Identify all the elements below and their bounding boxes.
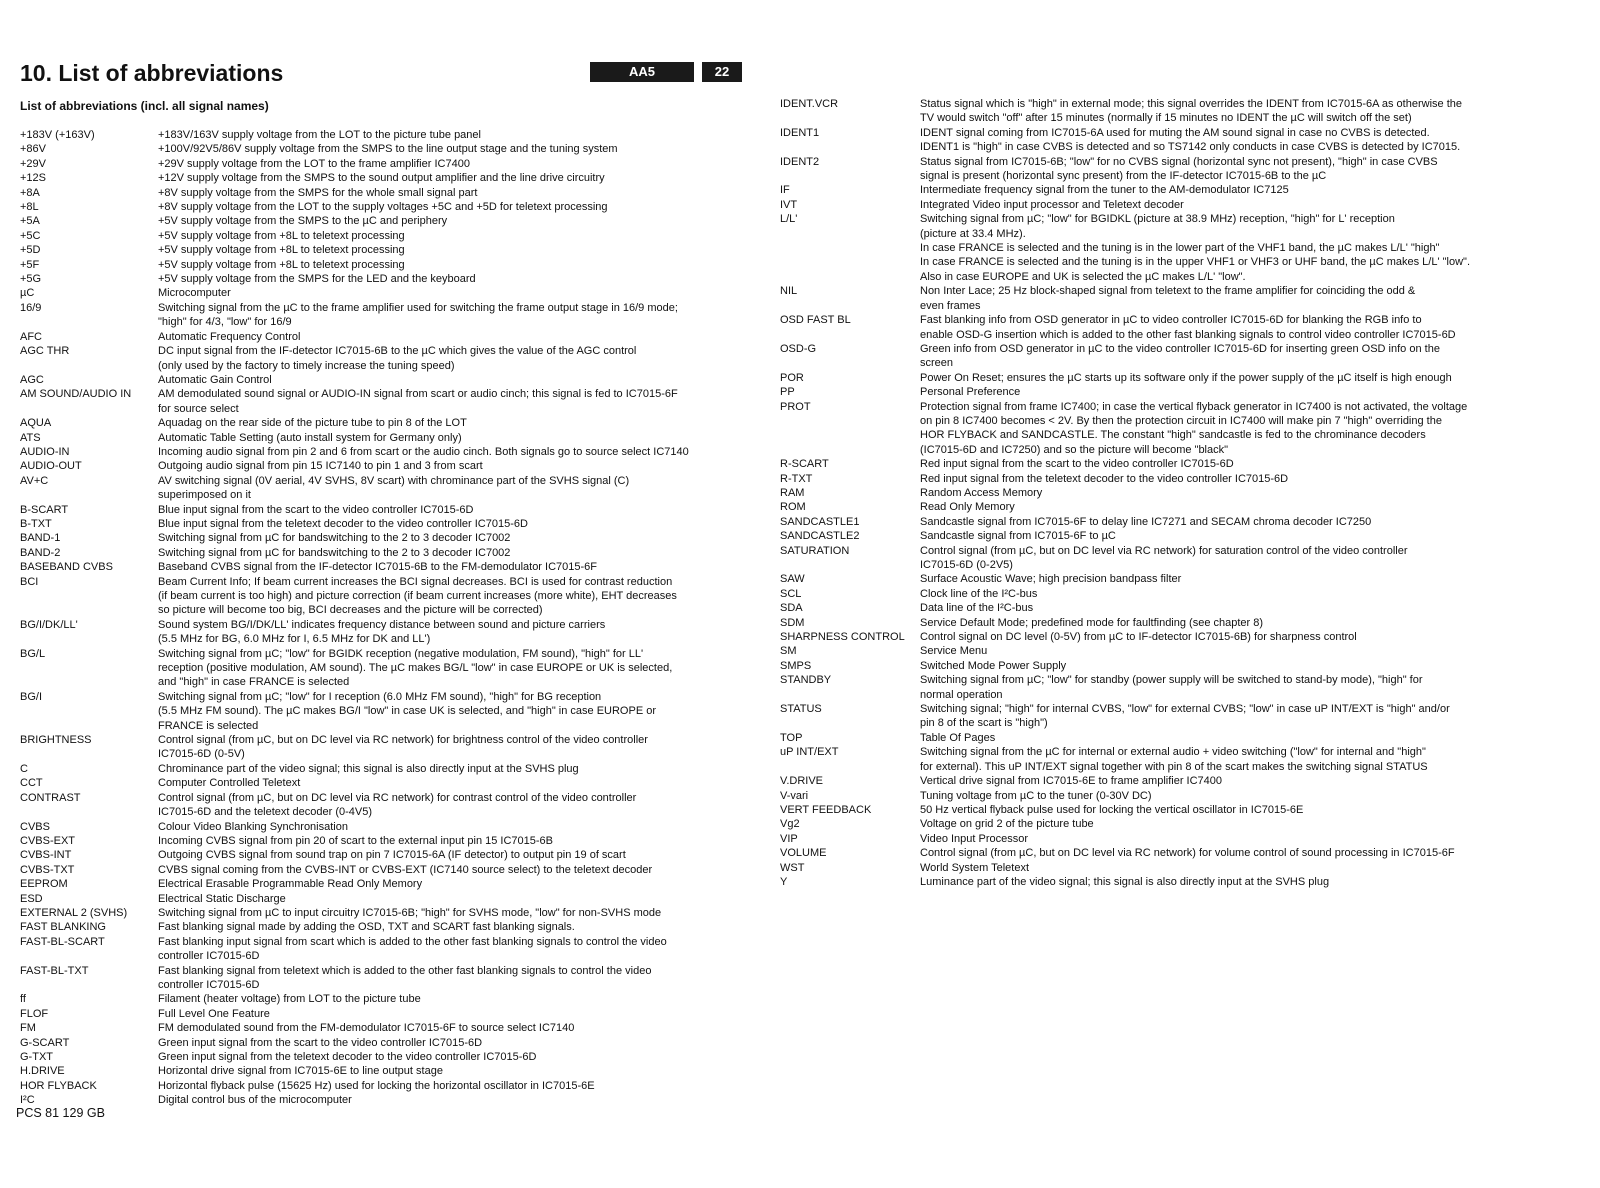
abbreviation-description: Blue input signal from the teletext decoder to the video controller IC7015-6D <box>158 517 528 530</box>
abbreviation-description: Beam Current Info; If beam current increases the BCI signal decreases. BCI is used for contrast reduction (if beam current is too high) and picture correction (if beam current increases (more white), EHT decreases so picture will become too big, BCI decreases and the picture will be corrected) <box>158 575 677 617</box>
abbreviation-description: Incoming audio signal from pin 2 and 6 from scart or the audio cinch. Both signals go to source select IC7140 <box>158 445 689 458</box>
abbreviation-term: CONTRAST <box>20 791 81 804</box>
abbreviation-term: B-TXT <box>20 517 52 530</box>
abbreviation-entry <box>780 400 1540 458</box>
abbreviation-entry <box>780 500 1540 514</box>
abbreviation-entry <box>20 344 750 373</box>
abbreviation-entry <box>20 618 750 647</box>
abbreviation-entry <box>20 935 750 964</box>
abbreviation-term: IDENT2 <box>780 155 820 168</box>
abbreviation-description: Green info from OSD generator in µC to the video controller IC7015-6D for inserting green OSD info on the screen <box>920 342 1440 370</box>
abbreviation-entry <box>20 229 750 243</box>
page-title: 10. List of abbreviations <box>20 60 284 86</box>
abbreviation-term: AQUA <box>20 417 52 430</box>
abbreviation-term: FAST BLANKING <box>20 921 106 934</box>
abbreviation-entry <box>20 1093 750 1107</box>
abbreviation-entry <box>20 546 750 560</box>
abbreviation-entry <box>780 832 1540 846</box>
model-badge: AA5 <box>590 62 694 82</box>
abbreviation-description: Microcomputer <box>158 287 231 300</box>
abbreviation-description: Green input signal from the teletext decoder to the video controller IC7015-6D <box>158 1051 537 1063</box>
abbreviation-description: Horizontal drive signal from IC7015-6E to line output stage <box>158 1065 443 1078</box>
abbreviation-entry <box>20 373 750 387</box>
abbreviation-description: +8V supply voltage from the SMPS for the whole small signal part <box>158 186 478 199</box>
abbreviation-list-right <box>780 97 1540 889</box>
abbreviation-description: Luminance part of the video signal; this signal is also directly input at the SVHS plug <box>920 875 1330 888</box>
abbreviation-term: CCT <box>20 777 43 790</box>
abbreviation-entry <box>780 702 1540 731</box>
abbreviation-entry <box>20 762 750 776</box>
abbreviation-term: +5C <box>20 229 41 242</box>
abbreviation-term: AGC THR <box>20 345 70 358</box>
abbreviation-term: L/L' <box>780 213 798 226</box>
abbreviation-description: Switching signal from the µC to the frame amplifier used for switching the frame output stage in 16/9 mode; "high" for 4/3, "low" for 16/9 <box>158 301 678 329</box>
abbreviation-term: VOLUME <box>780 847 827 860</box>
abbreviation-entry <box>20 474 750 503</box>
abbreviation-entry <box>20 848 750 862</box>
abbreviation-description: Power On Reset; ensures the µC starts up its software only if the power supply of the µC itself is high enough <box>920 371 1452 384</box>
abbreviation-term: IF <box>780 184 790 197</box>
abbreviation-entry <box>780 313 1540 342</box>
abbreviation-entry <box>20 459 750 473</box>
abbreviation-entry <box>20 272 750 286</box>
abbreviation-term: RAM <box>780 486 805 499</box>
abbreviation-term: SANDCASTLE1 <box>780 515 860 528</box>
abbreviation-term: I²C <box>20 1094 35 1107</box>
abbreviation-description: Computer Controlled Teletext <box>158 777 301 790</box>
list-subtitle: List of abbreviations (incl. all signal names) <box>20 99 269 113</box>
abbreviation-description: Switching signal from µC; "low" for BGIDKL (picture at 38.9 MHz) reception, "high" for L' reception (picture at 33.4 MHz). In case FRANCE is selected and the tuning is in the lower part of the VHF1 band, the µC makes L/L' "high" In case FRANCE is selected and the tuning is in the upper VHF1 or VHF3 or UHF band, the µC makes L/L' "low". Also in case EUROPE and UK is selected the µC makes L/L' "low". <box>920 213 1470 283</box>
abbreviation-description: Protection signal from frame IC7400; in case the vertical flyback generator in IC7400 is not activated, the voltage on pin 8 IC7400 becomes < 2V. By then the protection circuit in IC7400 will make pin 7 "high" overriding the HOR FLYBACK and SANDCASTLE. The constant "high" sandcastle is fed to the chrominance decoders (IC7015-6D and IC7250) and so the picture will become "black" <box>920 400 1468 456</box>
abbreviation-entry <box>780 572 1540 586</box>
abbreviation-term: OSD-G <box>780 342 817 355</box>
abbreviation-description: Switching signal from µC; "low" for standby (power supply will be switched to stand-by mode), "high" for normal operation <box>920 674 1423 701</box>
abbreviation-description: Video Input Processor <box>920 832 1029 845</box>
abbreviation-entry <box>780 846 1540 860</box>
abbreviation-term: VIP <box>780 832 798 845</box>
abbreviation-description: Status signal from IC7015-6B; "low" for no CVBS signal (horizontal sync not present), "high" in case CVBS signal is present (horizontal sync present) from the IF-detector IC7015-6B to the µC <box>920 155 1438 183</box>
abbreviation-term: BRIGHTNESS <box>20 734 92 747</box>
abbreviation-entry <box>780 774 1540 788</box>
abbreviation-description: Switching signal from µC for bandswitching to the 2 to 3 decoder IC7002 <box>158 532 511 545</box>
abbreviation-entry <box>780 198 1540 212</box>
abbreviation-description: Fast blanking info from OSD generator in µC to video controller IC7015-6D for blanking the RGB info to enable OSD-G insertion which is added to the other fast blanking signals to control video controller IC7015-6D <box>920 314 1456 341</box>
abbreviation-description: Outgoing CVBS signal from sound trap on pin 7 IC7015-6A (IF detector) to output pin 19 of scart <box>158 849 626 862</box>
abbreviation-entry <box>780 875 1540 889</box>
abbreviation-term: R-SCART <box>780 458 829 471</box>
abbreviation-entry <box>20 330 750 344</box>
abbreviation-description: +12V supply voltage from the SMPS to the sound output amplifier and the line drive circuitry <box>158 172 605 185</box>
abbreviation-term: STANDBY <box>780 674 832 687</box>
abbreviation-description: Intermediate frequency signal from the tuner to the AM-demodulator IC7125 <box>920 184 1289 197</box>
abbreviation-description: Baseband CVBS signal from the IF-detector IC7015-6B to the FM-demodulator IC7015-6F <box>158 561 597 574</box>
abbreviation-entry <box>20 186 750 200</box>
abbreviation-description: Chrominance part of the video signal; this signal is also directly input at the SVHS plug <box>158 762 579 775</box>
abbreviation-entry <box>780 472 1540 486</box>
abbreviation-description: Fast blanking signal made by adding the OSD, TXT and SCART fast blanking signals. <box>158 921 575 934</box>
abbreviation-term: SAW <box>780 573 805 586</box>
abbreviation-entry <box>20 560 750 574</box>
abbreviation-list-left <box>20 128 750 1108</box>
abbreviation-entry <box>20 171 750 185</box>
abbreviation-term: +5F <box>20 258 40 271</box>
abbreviation-entry <box>20 834 750 848</box>
abbreviation-term: SDA <box>780 602 803 615</box>
abbreviation-entry <box>780 486 1540 500</box>
abbreviation-term: BCI <box>20 575 39 588</box>
abbreviation-entry <box>20 243 750 257</box>
abbreviation-entry <box>20 258 750 272</box>
abbreviation-entry <box>780 630 1540 644</box>
abbreviation-term: H.DRIVE <box>20 1065 65 1078</box>
abbreviation-description: Status signal which is "high" in external mode; this signal overrides the IDENT from IC7015-6A as otherwise the TV would switch "off" after 15 minutes (normally if 15 minutes no IDENT the µC will switch off the set) <box>920 98 1462 125</box>
abbreviation-term: AV+C <box>20 474 49 487</box>
abbreviation-term: EEPROM <box>20 878 68 891</box>
abbreviation-term: uP INT/EXT <box>780 746 839 759</box>
abbreviation-description: Vertical drive signal from IC7015-6E to frame amplifier IC7400 <box>920 775 1223 788</box>
abbreviation-term: FLOF <box>20 1007 49 1020</box>
abbreviation-entry <box>20 200 750 214</box>
abbreviation-term: NIL <box>780 285 798 298</box>
abbreviation-entry <box>20 1079 750 1093</box>
abbreviation-description: Service Default Mode; predefined mode for faultfinding (see chapter 8) <box>920 616 1264 629</box>
abbreviation-description: Automatic Frequency Control <box>158 330 301 343</box>
abbreviation-entry <box>20 992 750 1006</box>
abbreviation-description: Read Only Memory <box>920 501 1015 514</box>
abbreviation-description: Automatic Gain Control <box>158 373 272 386</box>
abbreviation-description: Personal Preference <box>920 386 1021 399</box>
abbreviation-entry <box>20 791 750 820</box>
abbreviation-description: Service Menu <box>920 645 988 658</box>
abbreviation-description: +5V supply voltage from the SMPS for the LED and the keyboard <box>158 273 476 286</box>
abbreviation-description: Full Level One Feature <box>158 1007 270 1020</box>
abbreviation-term: 16/9 <box>20 301 42 314</box>
abbreviation-description: Automatic Table Setting (auto install system for Germany only) <box>158 431 462 444</box>
abbreviation-entry <box>780 659 1540 673</box>
abbreviation-description: Switching signal; "high" for internal CVBS, "low" for external CVBS; "low" in case uP INT/EXT is "high" and/or pin 8 of the scart is "high") <box>920 703 1450 730</box>
abbreviation-term: VERT FEEDBACK <box>780 803 872 816</box>
abbreviation-entry <box>780 385 1540 399</box>
abbreviation-term: ESD <box>20 892 43 905</box>
abbreviation-term: ff <box>20 993 26 1006</box>
abbreviation-description: Switching signal from the µC for internal or external audio + video switching ("low" for internal and "high" for external). This uP INT/EXT signal together with pin 8 of the scart makes the switching signal STATUS <box>920 746 1428 773</box>
abbreviation-description: Table Of Pages <box>920 731 996 744</box>
abbreviation-description: Fast blanking signal from teletext which is added to the other fast blanking signals to control the video controller IC7015-6D <box>158 964 652 991</box>
abbreviation-description: Colour Video Blanking Synchronisation <box>158 820 348 833</box>
abbreviation-term: +183V (+163V) <box>20 129 95 141</box>
abbreviation-entry <box>780 457 1540 471</box>
abbreviation-term: BAND-2 <box>20 546 61 559</box>
abbreviation-term: BAND-1 <box>20 532 61 545</box>
abbreviation-term: +8A <box>20 186 40 199</box>
abbreviation-term: CVBS-EXT <box>20 834 76 847</box>
abbreviation-term: G-SCART <box>20 1036 70 1049</box>
abbreviation-description: Electrical Static Discharge <box>158 892 286 905</box>
abbreviation-description: Tuning voltage from µC to the tuner (0-30V DC) <box>920 789 1152 802</box>
abbreviation-entry <box>20 128 750 142</box>
abbreviation-description: Filament (heater voltage) from LOT to the picture tube <box>158 993 421 1006</box>
abbreviation-entry <box>780 371 1540 385</box>
abbreviation-description: CVBS signal coming from the CVBS-INT or CVBS-EXT (IC7140 source select) to the teletext decoder <box>158 863 653 876</box>
abbreviation-entry <box>20 920 750 934</box>
abbreviation-term: +5D <box>20 244 41 257</box>
document-code: PCS 81 129 GB <box>16 1106 105 1120</box>
abbreviation-entry <box>780 817 1540 831</box>
abbreviation-description: Green input signal from the scart to the video controller IC7015-6D <box>158 1036 483 1049</box>
abbreviation-term: +12S <box>20 172 46 185</box>
abbreviation-term: SHARPNESS CONTROL <box>780 631 905 644</box>
abbreviation-entry <box>20 157 750 171</box>
abbreviation-description: Digital control bus of the microcomputer <box>158 1094 352 1107</box>
abbreviation-description: +29V supply voltage from the LOT to the frame amplifier IC7400 <box>158 157 470 170</box>
abbreviation-term: ROM <box>780 501 806 514</box>
abbreviation-description: Random Access Memory <box>920 486 1043 499</box>
abbreviation-entry <box>780 861 1540 875</box>
abbreviation-description: FM demodulated sound from the FM-demodulator IC7015-6F to source select IC7140 <box>158 1022 575 1035</box>
abbreviation-term: PROT <box>780 400 811 413</box>
abbreviation-description: Surface Acoustic Wave; high precision bandpass filter <box>920 573 1182 586</box>
abbreviation-description: +100V/92V5/86V supply voltage from the SMPS to the line output stage and the tuning system <box>158 143 618 156</box>
abbreviation-term: +5G <box>20 273 42 286</box>
abbreviation-description: Sandcastle signal from IC7015-6F to µC <box>920 530 1116 543</box>
abbreviation-entry <box>20 142 750 156</box>
abbreviation-description: Integrated Video input processor and Teletext decoder <box>920 198 1184 211</box>
abbreviation-description: Switching signal from µC; "low" for BGIDK reception (negative modulation, FM sound), "high" for LL' reception (positive modulation, AM sound). The µC makes BG/L "low" in case EUROPE or UK is selected, and "high" in case FRANCE is selected <box>158 647 673 689</box>
abbreviation-entry <box>20 517 750 531</box>
abbreviation-entry <box>780 212 1540 284</box>
abbreviation-term: Y <box>780 875 788 888</box>
abbreviation-term: IDENT1 <box>780 126 820 139</box>
abbreviation-entry <box>20 503 750 517</box>
abbreviation-description: +5V supply voltage from +8L to teletext processing <box>158 229 405 242</box>
abbreviation-entry <box>780 644 1540 658</box>
abbreviation-description: Red input signal from the scart to the video controller IC7015-6D <box>920 458 1234 471</box>
abbreviation-entry <box>780 745 1540 774</box>
abbreviation-description: +8V supply voltage from the LOT to the supply voltages +5C and +5D for teletext processing <box>158 201 608 214</box>
abbreviation-description: +5V supply voltage from +8L to teletext processing <box>158 258 405 271</box>
abbreviation-description: IDENT signal coming from IC7015-6A used for muting the AM sound signal in case no CVBS is detected. IDENT1 is "high" in case CVBS is detected and so TS7142 only conducts in case CVBS is detected by IC7015. <box>920 126 1461 154</box>
abbreviation-description: Switching signal from µC; "low" for I reception (6.0 MHz FM sound), "high" for BG reception (5.5 MHz FM sound). The µC makes BG/I "low" in case UK is selected, and "high" in case EUROPE or FRANCE is selected <box>158 690 656 732</box>
abbreviation-entry <box>20 1021 750 1035</box>
abbreviation-description: Control signal (from µC, but on DC level via RC network) for brightness control of the video controller IC7015-6D (0-5V) <box>158 734 648 761</box>
abbreviation-entry <box>780 731 1540 745</box>
abbreviation-entry <box>20 1050 750 1064</box>
abbreviation-term: SMPS <box>780 659 812 672</box>
abbreviation-description: +5V supply voltage from the SMPS to the µC and periphery <box>158 215 448 228</box>
abbreviation-description: Control signal (from µC, but on DC level via RC network) for volume control of sound processing in IC7015-6F <box>920 847 1455 860</box>
abbreviation-term: TOP <box>780 731 803 744</box>
abbreviation-entry <box>20 301 750 330</box>
abbreviation-entry <box>20 690 750 733</box>
abbreviation-entry <box>780 616 1540 630</box>
abbreviation-entry <box>20 286 750 300</box>
abbreviation-term: SDM <box>780 616 805 629</box>
abbreviation-entry <box>780 126 1540 155</box>
abbreviation-description: Electrical Erasable Programmable Read Only Memory <box>158 878 423 891</box>
abbreviation-entry <box>20 863 750 877</box>
abbreviation-entry <box>20 647 750 690</box>
abbreviation-term: POR <box>780 371 804 384</box>
abbreviation-entry <box>780 803 1540 817</box>
abbreviation-entry <box>20 416 750 430</box>
abbreviation-entry <box>780 789 1540 803</box>
abbreviation-entry <box>20 387 750 416</box>
abbreviation-entry <box>780 284 1540 313</box>
abbreviation-description: Control signal on DC level (0-5V) from µC to IF-detector IC7015-6B) for sharpness control <box>920 631 1357 644</box>
abbreviation-description: Sandcastle signal from IC7015-6F to delay line IC7271 and SECAM chroma decoder IC7250 <box>920 515 1372 528</box>
abbreviation-term: CVBS-TXT <box>20 863 75 876</box>
abbreviation-description: +5V supply voltage from +8L to teletext processing <box>158 244 405 257</box>
abbreviation-term: CVBS <box>20 820 50 833</box>
abbreviation-entry <box>20 1007 750 1021</box>
abbreviation-description: Sound system BG/I/DK/LL' indicates frequency distance between sound and picture carriers (5.5 MHz for BG, 6.0 MHz for I, 6.5 MHz for DK and LL') <box>158 618 606 646</box>
abbreviation-term: +5A <box>20 215 40 228</box>
abbreviation-term: AFC <box>20 330 42 343</box>
abbreviation-term: AM SOUND/AUDIO IN <box>20 388 132 401</box>
abbreviation-description: AV switching signal (0V aerial, 4V SVHS, 8V scart) with chrominance part of the SVHS signal (C) superimposed on it <box>158 474 630 502</box>
abbreviation-description: Red input signal from the teletext decoder to the video controller IC7015-6D <box>920 472 1289 485</box>
abbreviation-entry <box>20 214 750 228</box>
abbreviation-term: BG/I/DK/LL' <box>20 618 78 631</box>
abbreviation-entry <box>780 601 1540 615</box>
abbreviation-term: +86V <box>20 143 46 156</box>
abbreviation-entry <box>780 529 1540 543</box>
abbreviation-entry <box>780 544 1540 573</box>
abbreviation-term: FAST-BL-TXT <box>20 964 89 977</box>
abbreviation-term: WST <box>780 861 805 874</box>
abbreviation-term: BG/L <box>20 647 46 660</box>
abbreviation-entry <box>780 673 1540 702</box>
abbreviation-term: SCL <box>780 587 802 600</box>
abbreviation-term: SANDCASTLE2 <box>780 530 860 543</box>
abbreviation-term: ATS <box>20 431 41 444</box>
abbreviation-entry <box>20 431 750 445</box>
abbreviation-description: AM demodulated sound signal or AUDIO-IN signal from scart or audio cinch; this signal is fed to IC7015-6F for source select <box>158 388 678 415</box>
abbreviation-description: Data line of the I²C-bus <box>920 602 1034 615</box>
abbreviation-term: IDENT.VCR <box>780 98 839 110</box>
abbreviation-entry <box>780 342 1540 371</box>
abbreviation-entry <box>20 1064 750 1078</box>
abbreviation-term: V.DRIVE <box>780 775 824 788</box>
page-number-badge: 22 <box>702 62 742 82</box>
abbreviation-term: CVBS-INT <box>20 849 72 862</box>
abbreviation-term: HOR FLYBACK <box>20 1079 97 1092</box>
abbreviation-entry <box>20 906 750 920</box>
abbreviation-description: +183V/163V supply voltage from the LOT to the picture tube panel <box>158 129 481 141</box>
abbreviation-term: Vg2 <box>780 818 800 831</box>
abbreviation-description: Blue input signal from the scart to the video controller IC7015-6D <box>158 503 474 516</box>
abbreviation-term: G-TXT <box>20 1051 53 1063</box>
abbreviation-term: AUDIO-IN <box>20 445 70 458</box>
abbreviation-term: OSD FAST BL <box>780 314 851 327</box>
abbreviation-term: C <box>20 762 28 775</box>
abbreviation-description: Control signal (from µC, but on DC level via RC network) for saturation control of the video controller IC7015-6D (0-2V5) <box>920 544 1408 571</box>
abbreviation-entry <box>780 155 1540 184</box>
abbreviation-term: FAST-BL-SCART <box>20 935 105 948</box>
abbreviation-term: BASEBAND CVBS <box>20 561 113 574</box>
abbreviation-description: Aquadag on the rear side of the picture tube to pin 8 of the LOT <box>158 417 467 430</box>
abbreviation-term: B-SCART <box>20 503 69 516</box>
abbreviation-term: µC <box>20 287 35 300</box>
abbreviation-entry <box>20 531 750 545</box>
abbreviation-description: Incoming CVBS signal from pin 20 of scart to the external input pin 15 IC7015-6B <box>158 834 553 847</box>
abbreviation-entry <box>20 575 750 618</box>
abbreviation-entry <box>780 587 1540 601</box>
abbreviation-description: Outgoing audio signal from pin 15 IC7140 to pin 1 and 3 from scart <box>158 460 483 473</box>
abbreviation-term: AGC <box>20 373 44 386</box>
abbreviation-description: Non Inter Lace; 25 Hz block-shaped signal from teletext to the frame amplifier for coinciding the odd & even frames <box>920 285 1416 312</box>
abbreviation-term: AUDIO-OUT <box>20 460 82 473</box>
abbreviation-entry <box>20 445 750 459</box>
abbreviation-term: FM <box>20 1022 36 1035</box>
abbreviation-term: R-TXT <box>780 472 813 485</box>
abbreviation-term: SM <box>780 645 797 658</box>
abbreviation-entry <box>20 733 750 762</box>
abbreviation-description: Voltage on grid 2 of the picture tube <box>920 818 1094 831</box>
abbreviation-description: Switching signal from µC to input circuitry IC7015-6B; "high" for SVHS mode, "low" for non-SVHS mode <box>158 906 662 919</box>
abbreviation-term: PP <box>780 386 795 399</box>
abbreviation-entry <box>20 964 750 993</box>
abbreviation-term: STATUS <box>780 703 822 716</box>
abbreviation-term: +8L <box>20 201 39 214</box>
abbreviation-description: Control signal (from µC, but on DC level via RC network) for contrast control of the video controller IC7015-6D and the teletext decoder (0-4V5) <box>158 791 637 819</box>
abbreviation-entry <box>20 877 750 891</box>
abbreviation-description: DC input signal from the IF-detector IC7015-6B to the µC which gives the value of the AGC control (only used by the factory to timely increase the tuning speed) <box>158 345 637 372</box>
abbreviation-term: SATURATION <box>780 544 850 557</box>
abbreviation-description: Horizontal flyback pulse (15625 Hz) used for locking the horizontal oscillator in IC7015-6E <box>158 1079 595 1092</box>
abbreviation-entry <box>20 892 750 906</box>
abbreviation-term: IVT <box>780 198 798 211</box>
abbreviation-term: EXTERNAL 2 (SVHS) <box>20 906 128 919</box>
abbreviation-term: BG/I <box>20 690 43 703</box>
abbreviation-description: Fast blanking input signal from scart which is added to the other fast blanking signals to control the video controller IC7015-6D <box>158 935 667 963</box>
abbreviation-description: Clock line of the I²C-bus <box>920 587 1038 600</box>
abbreviation-entry <box>780 515 1540 529</box>
abbreviation-term: +29V <box>20 157 46 170</box>
abbreviation-entry <box>780 97 1540 126</box>
abbreviation-description: Switched Mode Power Supply <box>920 659 1067 672</box>
abbreviation-entry <box>20 1036 750 1050</box>
abbreviation-term: V-vari <box>780 789 809 802</box>
abbreviation-description: World System Teletext <box>920 861 1030 874</box>
abbreviation-description: Switching signal from µC for bandswitching to the 2 to 3 decoder IC7002 <box>158 546 511 559</box>
abbreviation-entry <box>20 820 750 834</box>
abbreviation-description: 50 Hz vertical flyback pulse used for locking the vertical oscillator in IC7015-6E <box>920 803 1304 816</box>
abbreviation-entry <box>780 183 1540 197</box>
abbreviation-entry <box>20 776 750 790</box>
